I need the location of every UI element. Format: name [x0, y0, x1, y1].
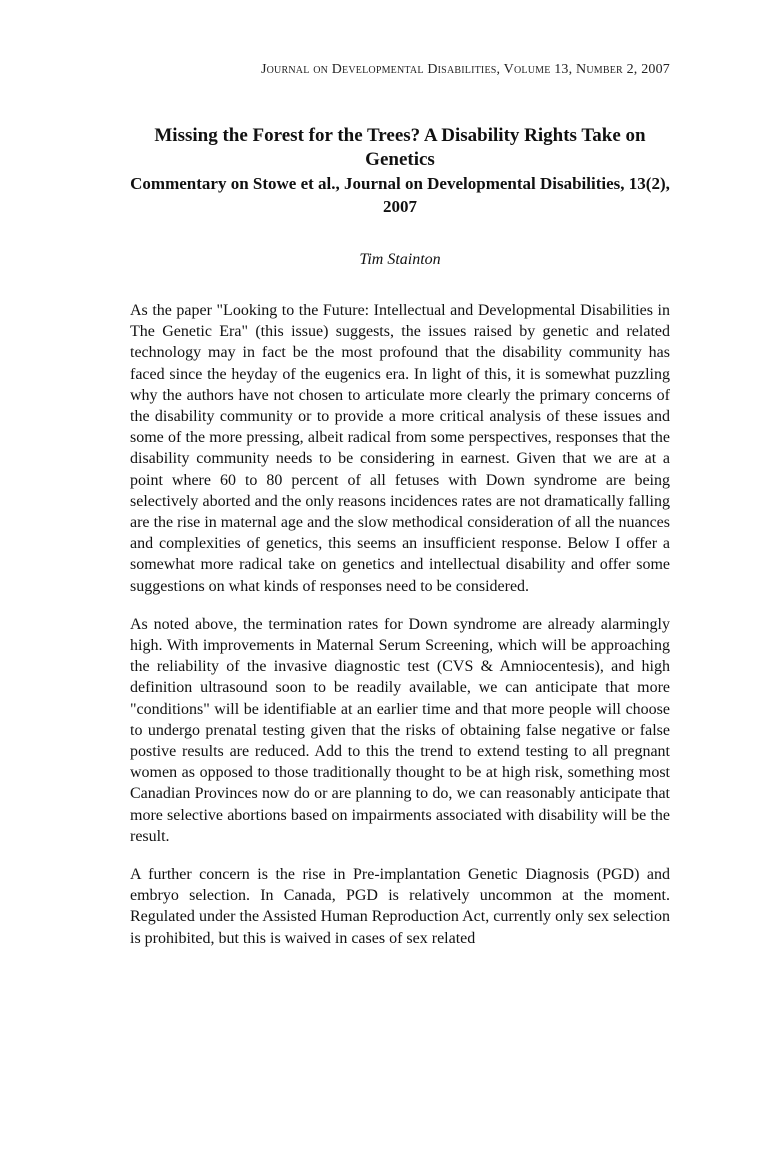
running-header: Journal on Developmental Disabilities, Volume 13, Number 2, 2007	[260, 62, 670, 77]
body-paragraph: As noted above, the termination rates for Down syndrome are already alarmingly high. With improvements in Maternal Serum Screening, which will be approaching the reliability of the invasive diagnostic test (CVS & Amniocentesis), and high definition ultrasound soon to be readily available, we can anticipate that more "conditions" will be identifiable at an earlier time and that more people will choose to undergo prenatal testing given that the risks of obtaining false negative or false postive results are reduced. Add to this the trend to extend testing to all pregnant women as opposed to those traditionally thought to be at high risk, something most Canadian Provinces now do or are planning to do, we can reasonably anticipate that more selective abortions based on impairments associated with disability will be the result.	[130, 615, 670, 845]
article-subtitle: Commentary on Stowe et al., Journal on Developmental Disabilities, 13(2), 2007	[130, 174, 670, 216]
title-block	[130, 124, 670, 218]
author-name: Tim Stainton	[359, 251, 441, 268]
body-paragraph: As the paper "Looking to the Future: Intellectual and Developmental Disabilities in The Genetic Era" (this issue) suggests, the issues raised by genetic and related technology may in fact be the most profound that the disability community has faced since the heyday of the eugenics era. In light of this, it is somewhat puzzling why the authors have not chosen to articulate more clearly the primary concerns of the disability community or to provide a more critical analysis of these issues and some of the more pressing, albeit radical from some perspectives, responses that the disability community needs to be considering in earnest. Given that we are at a point where 60 to 80 percent of all fetuses with Down syndrome are being selectively aborted and the only reasons incidences rates are not dramatically falling are the rise in maternal age and the slow methodical consideration of all the nuances and complexities of genetics, this seems an insufficient response. Below I offer a somewhat more radical take on genetics and intellectual disability and offer some suggestions on what kinds of responses need to be considered.	[130, 302, 670, 595]
article-body	[130, 300, 670, 966]
article-title: Missing the Forest for the Trees? A Disability Rights Take on Genetics	[154, 125, 646, 170]
body-paragraph: A further concern is the rise in Pre-implantation Genetic Diagnosis (PGD) and embryo selection. In Canada, PGD is relatively uncommon at the moment. Regulated under the Assisted Human Reproduction Act, currently only sex selection is prohibited, but this is waived in cases of sex related	[130, 866, 670, 947]
